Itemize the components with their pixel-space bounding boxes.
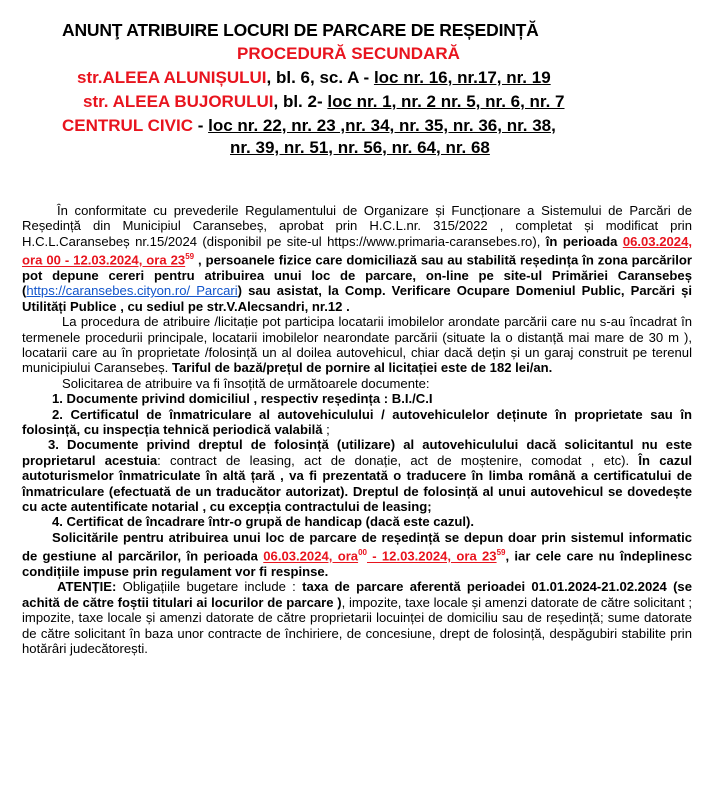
document-item-2-text: 2. Certificatul de înmatriculare al autovehiculului / autovehiculelor deținute în proprietate sau în folosință, cu inspecția tehnică periodică valabilă (22, 406, 692, 438)
regulation-text: În conformitate cu prevederile Regulamentului de Organizare și Funcționare a Sistemului de Parcări de Reședință din Municipiul Caransebeș, aprobat prin H.C.L.nr. 315/2022 , completat și modificat prin H.C.L.Caransebeș nr.15/2024 (disponibil pe site-ul https://www.primaria-caransebes.ro), (22, 203, 692, 249)
submission-text: Solicitările pentru atribuirea unui loc de parcare de reședință se depun doar prin sistemul informatic de gestiune al parcărilor, în perioada (22, 529, 692, 564)
period-superscript: 59 (185, 252, 195, 262)
submission-superscript-1: 00 (358, 548, 367, 558)
document-item-3-examples: : contract de leasing, act de donație, act de moștenire, comodat , etc). (157, 452, 639, 468)
attention-intro: Obligațiile bugetare include : (116, 579, 303, 595)
area-name: CENTRUL CIVIC (62, 116, 193, 135)
eligibility-text: , persoanele fizice care domiciliază sau au stabilită reședința în zona parcărilor pot depune cereri pentru atribuirea unui loc de parcare, on-line pe site-ul Primăriei Caransebeș ( (22, 252, 692, 299)
location-line-alunisului (77, 68, 551, 88)
office-address: ) sau asistat, la Comp. Verificare Ocupare Domeniul Public, Parcări și Utilități Publice , cu sediul pe str.V.Alecsandri, nr.12 . (22, 283, 692, 314)
attention-label: ATENȚIE: (57, 579, 117, 595)
procedure-subtitle: PROCEDURĂ SECUNDARĂ (237, 44, 460, 63)
document-item-1: 1. Documente privind domiciliul , respectiv reședința : B.I./C.I (52, 391, 433, 407)
submission-period-end: - 12.03.2024, ora 23 (366, 548, 497, 564)
document-item-3-title: 3. Documente privind dreptul de folosință (utilizare) al autovehiculului dacă solicitantul nu este proprietarul acestuia (22, 437, 692, 468)
paragraph-documents-intro: Solicitarea de atribuire va fi însoțită de următoarele documente: (62, 375, 430, 391)
period-prefix: în perioada (545, 233, 623, 249)
document-item-2-end: ; (322, 422, 330, 438)
paragraph-submission (22, 530, 692, 580)
places-list: loc nr. 1, nr. 2 nr. 5, nr. 6, nr. 7 (327, 92, 565, 111)
parking-tax-text: taxa de parcare aferentă perioadei 01.01.2024-21.02.2024 (se achită de către foștii titulari ai locurilor de parcare ) (22, 579, 692, 610)
paragraph-attention (22, 579, 692, 656)
street-name: str. ALEEA BUJORULUI (83, 92, 274, 111)
location-line-bujorului (83, 92, 565, 112)
paragraph-intro (22, 203, 692, 314)
participants-text: La procedura de atribuire /licitație pot participa locatarii imobilelor arondate parcării care nu s-au încadrat în termenele procedurii principale, locatarii imobilelor nearondate parcării (situate la o distanță mai mare de 30 m ), locatarii care au în proprietate /folosință un al doilea autovehicul, chiar dacă dețin și un garaj construit pe terenul municipiului Caransebeș. (22, 314, 692, 376)
announcement-title: ANUNŢ ATRIBUIRE LOCURI DE PARCARE DE REȘEDINȚĂ (62, 20, 539, 40)
document-item-3 (22, 437, 692, 514)
location-line-centrul-civic (62, 116, 556, 136)
submission-superscript-2: 59 (496, 548, 506, 558)
places-list: nr. 39, nr. 51, nr. 56, nr. 64, nr. 68 (230, 138, 490, 157)
location-line-centrul-civic-cont (230, 138, 490, 158)
submission-period-start: 06.03.2024, ora (263, 548, 359, 564)
separator: - (192, 116, 209, 135)
document-item-3-details: În cazul autoturismelor înmatriculate în altă țară , va fi prezentată o traducere în limba română a certificatului de înmatriculare (efectuată de un traducător autorizat). Dreptul de folosință al unui autovehicul se dovedește cu acte autentificate notarial , cu excepția contractului de leasing; (22, 452, 692, 515)
places-list: loc nr. 22, nr. 23 ,nr. 34, nr. 35, nr. 36, nr. 38, (208, 116, 556, 135)
places-list: loc nr. 16, nr.17, nr. 19 (373, 68, 551, 87)
block-info: , bl. 6, sc. A - (266, 68, 374, 87)
period-dates: 06.03.2024, ora 00 - 12.03.2024, ora 23 (22, 233, 692, 268)
block-info: , bl. 2- (273, 92, 328, 111)
base-tariff: Tariful de bază/prețul de pornire al licitației este de 182 lei/an. (171, 360, 553, 376)
announcement-body (22, 203, 692, 657)
paragraph-participants (22, 314, 692, 376)
document-item-4: 4. Certificat de încadrare într-o grupă de handicap (dacă este cazul). (52, 514, 475, 530)
parking-portal-link[interactable]: https://caransebes.cityon.ro/ Parcari (26, 283, 238, 299)
street-name: str.ALEEA ALUNIȘULUI (77, 68, 267, 87)
budget-obligations: , impozite, taxe locale și amenzi datorate de către solicitant ; impozite, taxe locale și amenzi datorate de către proprietarii locuinței de domiciliu sau de reședință; sume datorate de către solicitant în baza unor contracte de închiriere, de concesiune, drept de folosință, despăgubiri stabilite prin hotărâri judecătorești. (22, 594, 692, 657)
document-item-2 (22, 407, 692, 438)
submission-rejection: , iar cele care nu îndeplinesc condițiile impuse prin regulament vor fi respinse. (22, 548, 692, 580)
